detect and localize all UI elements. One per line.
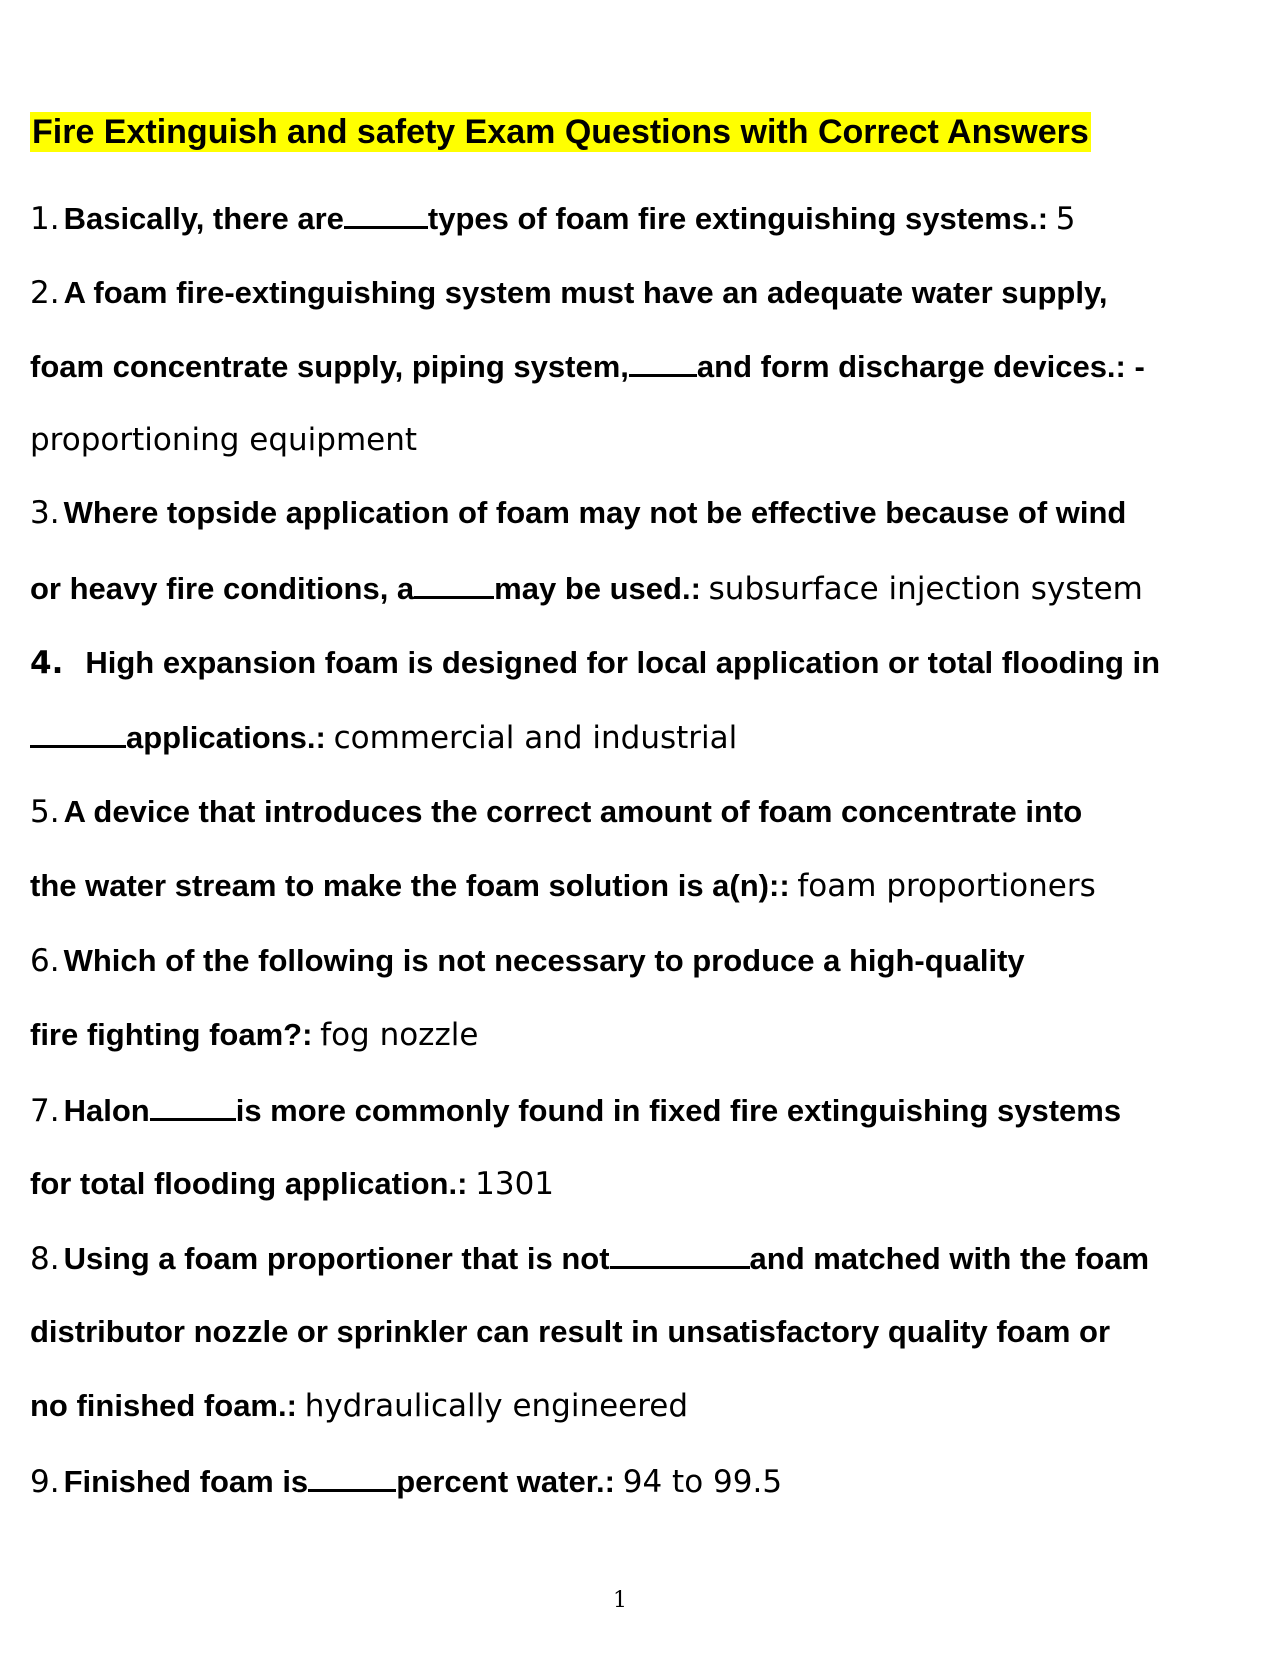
- question-text: Basically, there are: [63, 201, 344, 236]
- answer-text: hydraulically engineered: [304, 1388, 689, 1424]
- answer-blank: [414, 568, 494, 599]
- question-number: 7.: [30, 1093, 60, 1129]
- answer-text: 94 to 99.5: [622, 1464, 783, 1500]
- question-text: High expansion foam is designed for local application or total flooding in: [85, 645, 1161, 680]
- question-number: 2.: [30, 275, 60, 311]
- question-text: fire fighting foam?:: [30, 1017, 313, 1052]
- question-text: types of foam fire extinguishing systems.:: [427, 201, 1049, 236]
- question-text: the water stream to make the foam solution is a(n)::: [30, 868, 790, 903]
- question-number: 4.: [30, 645, 64, 681]
- answer-blank: [610, 1238, 750, 1269]
- question-number: 6.: [30, 943, 60, 979]
- page-title: Fire Extinguish and safety Exam Questions with Correct Answers: [32, 113, 1089, 151]
- answer-text: proportioning equipment: [30, 422, 418, 458]
- question-text: distributor nozzle or sprinkler can result in unsatisfactory quality foam or: [30, 1314, 1111, 1349]
- question-text: and form discharge devices.: -: [696, 349, 1145, 384]
- question-text: Where topside application of foam may not be effective because of wind: [63, 495, 1127, 530]
- question-7-cont: [30, 1164, 554, 1204]
- question-3: [30, 493, 1126, 533]
- question-text: Finished foam is: [63, 1464, 309, 1499]
- question-text: A foam fire-extinguishing system must have an adequate water supply,: [63, 275, 1108, 310]
- answer-blank: [344, 198, 428, 229]
- question-text: applications.:: [126, 720, 326, 755]
- question-number: 1.: [30, 201, 60, 237]
- question-text: foam concentrate supply, piping system,: [30, 349, 629, 384]
- question-text: may be used.:: [494, 571, 701, 606]
- question-text: Halon: [63, 1093, 150, 1128]
- question-6: [30, 941, 1025, 981]
- answer-blank: [308, 1461, 396, 1492]
- question-9: [30, 1461, 782, 1502]
- question-text: for total flooding application.:: [30, 1166, 468, 1201]
- question-text: and matched with the foam: [749, 1241, 1150, 1276]
- question-3-cont: [30, 568, 1143, 609]
- question-text: A device that introduces the correct amount of foam concentrate into: [63, 794, 1083, 829]
- question-4: [30, 643, 1160, 683]
- question-6-cont: [30, 1015, 478, 1055]
- question-number: 5.: [30, 794, 60, 830]
- question-text: no finished foam.:: [30, 1388, 297, 1423]
- answer-text: 5: [1055, 201, 1076, 237]
- question-8: [30, 1238, 1149, 1279]
- answer-text: fog nozzle: [320, 1017, 479, 1053]
- question-text: Using a foam proportioner that is not: [63, 1241, 610, 1276]
- answer-blank: [629, 346, 697, 377]
- question-5-cont: [30, 866, 1096, 906]
- answer-text: subsurface injection system: [708, 571, 1143, 607]
- question-number: 3.: [30, 495, 60, 531]
- question-2-answer: [30, 420, 417, 460]
- answer-text: commercial and industrial: [333, 720, 738, 756]
- question-number: 8.: [30, 1241, 60, 1277]
- question-5: [30, 792, 1082, 832]
- question-text: or heavy fire conditions, a: [30, 571, 415, 606]
- question-8-cont-2: [30, 1386, 688, 1426]
- question-8-cont: [30, 1312, 1110, 1352]
- question-number: 9.: [30, 1464, 60, 1500]
- question-4-cont: [30, 717, 737, 758]
- question-2: [30, 273, 1108, 313]
- answer-blank: [30, 717, 126, 748]
- question-1: [30, 198, 1076, 239]
- answer-blank: [150, 1090, 236, 1121]
- question-7: [30, 1090, 1121, 1131]
- question-2-cont: [30, 346, 1145, 387]
- question-text: Which of the following is not necessary to produce a high-quality: [63, 943, 1025, 978]
- question-text: percent water.:: [396, 1464, 615, 1499]
- question-text: is more commonly found in fixed fire extinguishing systems: [235, 1093, 1122, 1128]
- answer-text: foam proportioners: [797, 868, 1096, 904]
- answer-text: 1301: [475, 1166, 555, 1202]
- page-number: 1: [613, 1588, 627, 1613]
